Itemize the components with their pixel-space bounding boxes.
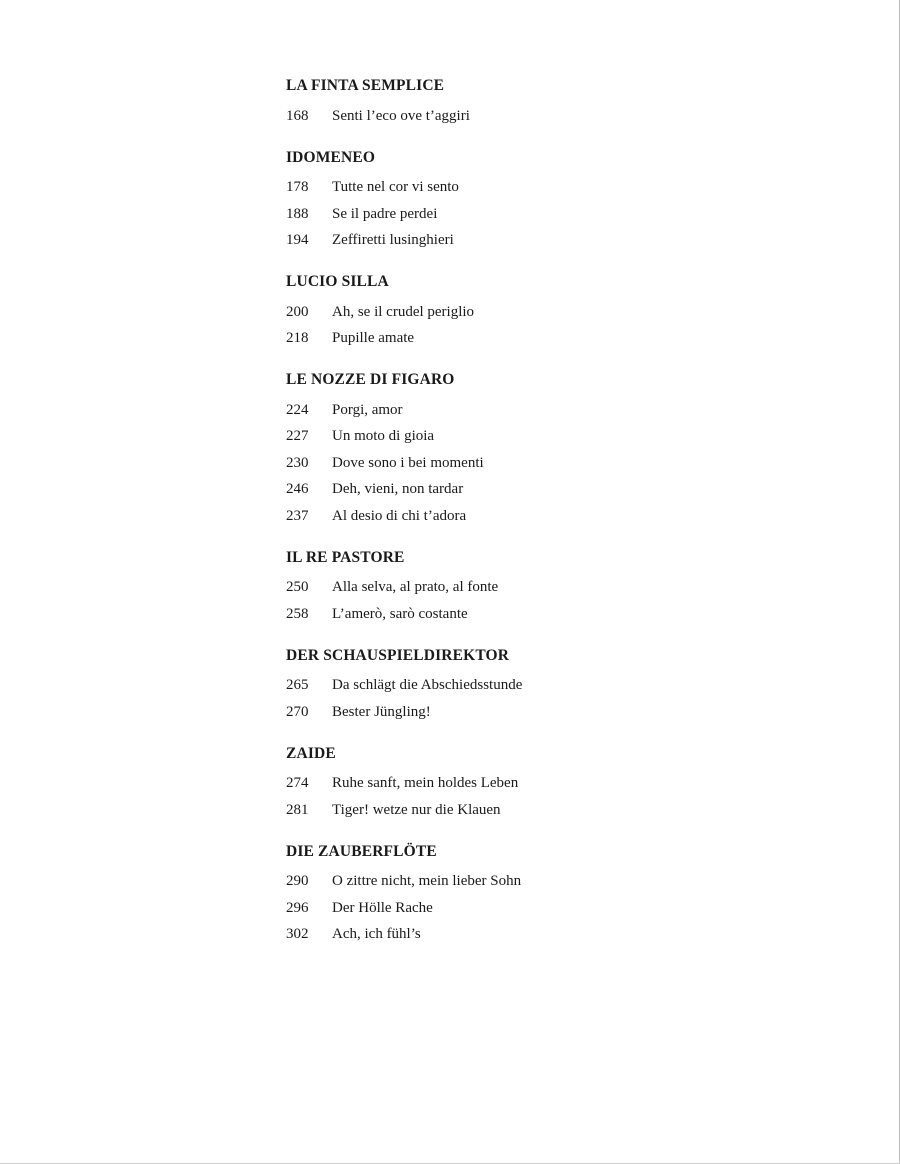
toc-entry [286,397,846,424]
section-title: IL RE PASTORE [286,548,405,566]
section-title: IDOMENEO [286,148,376,166]
section-title: ZAIDE [286,744,336,762]
entry-title: Pupille amate [332,330,415,346]
entry-title: Ah, se il crudel periglio [332,303,475,320]
toc-entry [286,868,846,895]
entry-title: Alla selva, al prato, al fonte [332,579,499,595]
entry-title: Da schlägt die Abschiedsstunde [332,677,523,693]
entry-page-number: 200 [286,303,309,320]
section-title: LUCIO SILLA [286,273,389,290]
toc-entry [286,476,846,503]
section-title: DER SCHAUSPIELDIREKTOR [286,646,510,664]
toc-entry [286,503,846,530]
section-lucio-silla [286,272,846,352]
toc-entry [286,201,846,228]
toc-entry [286,672,846,699]
entry-page-number: 237 [286,507,309,524]
entry-page-number: 258 [286,605,309,622]
entry-page-number: 274 [286,775,309,791]
toc-entry [286,797,846,824]
entry-title: Deh, vieni, non tardar [332,481,464,497]
entry-title: Al desio di chi t’adora [332,507,467,524]
entry-page-number: 227 [286,428,309,444]
entry-page-number: 246 [286,481,309,497]
entry-title: Tiger! wetze nur die Klauen [332,801,501,818]
entry-page-number: 194 [286,232,309,248]
entry-title: Ruhe sanft, mein holdes Leben [332,775,519,791]
entry-title: Un moto di gioia [332,428,435,444]
toc-entry [286,921,846,948]
entry-title: Senti l’eco ove t’aggiri [332,107,470,124]
toc-entry [286,450,846,477]
entry-page-number: 281 [286,801,309,818]
table-of-contents [286,76,846,966]
entry-title: O zittre nicht, mein lieber Sohn [332,873,522,889]
entry-page-number: 224 [286,401,309,418]
toc-entry [286,103,846,130]
toc-entry [286,299,846,326]
entry-title: Tutte nel cor vi sento [332,179,459,195]
entry-title: Bester Jüngling! [332,703,431,720]
section-die-zauberflote [286,842,846,948]
toc-entry [286,174,846,201]
entry-page-number: 270 [286,703,309,720]
entry-title: Porgi, amor [332,401,403,418]
section-title: DIE ZAUBERFLÖTE [286,842,437,860]
section-il-re-pastore [286,548,846,628]
entry-title: L’amerò, sarò costante [332,605,468,622]
section-zaide [286,744,846,824]
entry-title: Dove sono i bei momenti [332,454,484,471]
entry-page-number: 250 [286,579,309,595]
toc-entry [286,770,846,797]
entry-page-number: 290 [286,873,309,889]
entry-title: Zeffiretti lusinghieri [332,232,454,248]
section-title: LE NOZZE DI FIGARO [286,371,455,388]
section-title: LA FINTA SEMPLICE [286,77,445,94]
toc-entry [286,227,846,254]
entry-page-number: 230 [286,454,309,471]
toc-entry [286,699,846,726]
section-le-nozze-di-figaro [286,370,846,529]
entry-page-number: 265 [286,677,309,693]
toc-entry [286,601,846,628]
entry-page-number: 168 [286,107,309,124]
section-la-finta-semplice [286,76,846,129]
toc-entry [286,325,846,352]
entry-page-number: 188 [286,205,309,222]
entry-title: Se il padre perdei [332,205,438,222]
toc-entry [286,423,846,450]
entry-page-number: 296 [286,899,309,916]
toc-entry [286,574,846,601]
section-idomeneo [286,148,846,254]
entry-title: Ach, ich fühl’s [332,926,421,942]
entry-page-number: 302 [286,926,309,942]
toc-entry [286,895,846,922]
entry-page-number: 178 [286,179,309,195]
entry-page-number: 218 [286,330,309,346]
entry-title: Der Hölle Rache [332,899,433,916]
section-der-schauspieldirektor [286,646,846,726]
